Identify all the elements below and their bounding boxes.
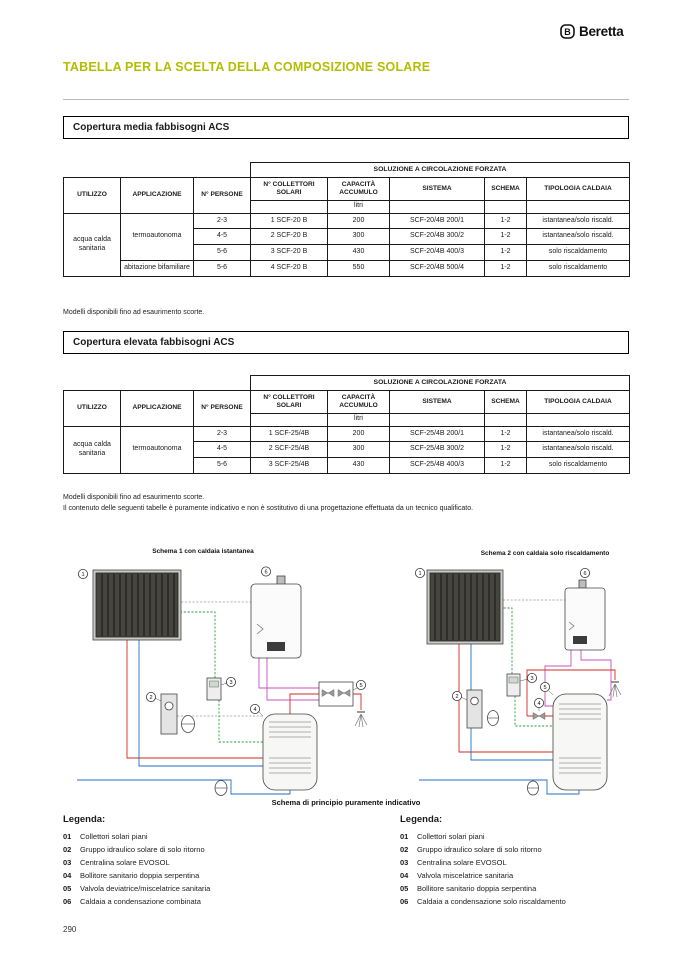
table-row [64, 163, 630, 178]
schema-1-diagram [71, 566, 371, 796]
cell-capacita: 550 [328, 260, 390, 276]
cell-persone: 2-3 [194, 213, 251, 229]
legend-item-text: Valvola miscelatrice sanitaria [417, 871, 514, 880]
storage-tank [553, 694, 607, 790]
cell-utilizzo: acqua calda sanitaria [64, 213, 121, 276]
legend-item-number: 06 [400, 897, 409, 906]
cell-collettori: 2 SCF-20 B [251, 229, 328, 245]
cell-unit: litri [328, 413, 390, 426]
legend-item-text: Centralina solare EVOSOL [80, 858, 170, 867]
band-spacer [64, 376, 251, 391]
brand-logo-text: Beretta [579, 24, 624, 39]
cell-schema: 1-2 [485, 260, 527, 276]
solar-controller [207, 678, 221, 700]
marker-2 [452, 691, 461, 700]
cell-tipologia: solo riscaldamento [527, 260, 630, 276]
svg-text:2: 2 [149, 695, 153, 701]
legend-item [400, 895, 635, 908]
cell-tipologia: solo riscaldamento [527, 458, 630, 474]
legend-item-text: Gruppo idraulico solare di solo ritorno [80, 845, 205, 854]
beretta-shield-icon [560, 24, 575, 39]
legend-item-number: 04 [63, 871, 72, 880]
table-copertura-elevata-wrap [63, 375, 630, 474]
svg-text:4: 4 [253, 707, 257, 713]
marker-4 [534, 698, 543, 707]
legend-item-number: 03 [63, 858, 72, 867]
legend-item-number: 06 [63, 897, 72, 906]
cell-schema: 1-2 [485, 213, 527, 229]
col-header-collettori: N° COLLETTORI SOLARI [251, 391, 328, 413]
cell-persone: 5-6 [194, 458, 251, 474]
table-row [64, 213, 630, 229]
marker-1 [415, 568, 424, 577]
cell-tipologia: istantanea/solo riscald. [527, 229, 630, 245]
legend-schema-1 [63, 814, 363, 908]
col-header-tipologia: TIPOLOGIA CALDAIA [527, 391, 630, 413]
cell-collettori: 3 SCF-20 B [251, 245, 328, 261]
svg-text:1: 1 [418, 571, 422, 577]
expansion-vessel [215, 780, 227, 796]
page-number: 290 [63, 925, 77, 934]
cell-empty [527, 200, 630, 213]
legend-title: Legenda: [63, 814, 106, 825]
pump-group [467, 690, 499, 728]
storage-tank [263, 714, 317, 790]
svg-text:B: B [564, 27, 571, 37]
legend-item [400, 869, 635, 882]
group-header-forzata: SOLUZIONE A CIRCOLAZIONE FORZATA [251, 376, 630, 391]
marker-6 [580, 568, 589, 577]
mixing-valve [533, 713, 545, 720]
legend-item-text: Caldaia a condensazione combinata [80, 897, 201, 906]
solar-controller [507, 674, 520, 696]
cell-sistema: SCF-20/4B 500/4 [390, 260, 485, 276]
cell-capacita: 430 [328, 245, 390, 261]
cell-tipologia: solo riscaldamento [527, 245, 630, 261]
col-header-schema: SCHEMA [485, 391, 527, 413]
table-row [64, 260, 630, 276]
legend-item-text: Caldaia a condensazione solo riscaldamento [417, 897, 566, 906]
col-header-capacita: CAPACITÀ ACCUMULO [328, 178, 390, 200]
cell-empty [251, 200, 328, 213]
legend-item [63, 856, 363, 869]
cell-sistema: SCF-20/4B 200/1 [390, 213, 485, 229]
legend-item [63, 895, 363, 908]
marker-3 [226, 677, 235, 686]
solar-collector [93, 570, 181, 640]
cell-collettori: 1 SCF-25/4B [251, 426, 328, 442]
legend-item [63, 843, 363, 856]
shower-icon [355, 712, 367, 727]
cell-tipologia: istantanea/solo riscald. [527, 213, 630, 229]
legend-item-text: Collettori solari piani [417, 832, 485, 841]
cell-schema: 1-2 [485, 442, 527, 458]
cell-schema: 1-2 [485, 458, 527, 474]
cell-persone: 4-5 [194, 442, 251, 458]
schema-2-title: Schema 2 con caldaia solo riscaldamento [480, 550, 610, 557]
col-header-capacita: CAPACITÀ ACCUMULO [328, 391, 390, 413]
marker-3 [527, 673, 536, 682]
brand-logo [560, 24, 623, 39]
legend-item-text: Valvola deviatrice/miscelatrice sanitaria [80, 884, 211, 893]
table-copertura-elevata [63, 375, 630, 474]
svg-text:3: 3 [229, 680, 233, 686]
marker-1 [78, 569, 87, 578]
cell-sistema: SCF-25/4B 200/1 [390, 426, 485, 442]
cell-capacita: 200 [328, 426, 390, 442]
col-header-utilizzo: UTILIZZO [64, 391, 121, 426]
cell-schema: 1-2 [485, 229, 527, 245]
section-header-copertura-elevata: Copertura elevata fabbisogni ACS [63, 331, 629, 354]
cell-applicazione: termoautonoma [121, 213, 194, 260]
cell-empty [251, 413, 328, 426]
pump-group [161, 694, 195, 734]
cell-empty [485, 200, 527, 213]
svg-text:4: 4 [537, 701, 541, 707]
legend-item [400, 830, 635, 843]
diagrams-area [63, 548, 629, 810]
legend-item [400, 856, 635, 869]
cell-sistema: SCF-25/4B 400/3 [390, 458, 485, 474]
svg-text:5: 5 [543, 685, 547, 691]
cell-applicazione: termoautonoma [121, 426, 194, 473]
legend-item-number: 03 [400, 858, 409, 867]
marker-5 [540, 682, 549, 691]
col-header-persone: N° PERSONE [194, 391, 251, 426]
cell-applicazione: abitazione bifamiliare [121, 260, 194, 276]
cell-persone: 5-6 [194, 245, 251, 261]
col-header-sistema: SISTEMA [390, 178, 485, 200]
svg-text:3: 3 [530, 676, 534, 682]
svg-text:2: 2 [455, 694, 459, 700]
col-header-schema: SCHEMA [485, 178, 527, 200]
note-availability-2: Modelli disponibili fino ad esaurimento scorte. [63, 494, 205, 501]
cell-unit: litri [328, 200, 390, 213]
svg-text:6: 6 [583, 571, 587, 577]
cell-tipologia: istantanea/solo riscald. [527, 442, 630, 458]
legend-item-text: Gruppo idraulico solare di solo ritorno [417, 845, 542, 854]
col-header-sistema: SISTEMA [390, 391, 485, 413]
legend-schema-2 [400, 814, 635, 908]
cell-utilizzo: acqua calda sanitaria [64, 426, 121, 473]
svg-text:5: 5 [359, 683, 363, 689]
solar-collector [427, 570, 503, 644]
col-header-persone: N° PERSONE [194, 178, 251, 213]
cell-capacita: 430 [328, 458, 390, 474]
cell-capacita: 200 [328, 213, 390, 229]
section-header-copertura-media: Copertura media fabbisogni ACS [63, 116, 629, 139]
marker-5 [356, 680, 365, 689]
cell-empty [527, 413, 630, 426]
table-copertura-media [63, 162, 630, 277]
boiler [251, 576, 301, 658]
legend-item [63, 869, 363, 882]
diagram-caption: Schema di principio puramente indicativo [271, 798, 421, 807]
cell-persone: 2-3 [194, 426, 251, 442]
legend-title: Legenda: [400, 814, 443, 825]
svg-text:1: 1 [81, 572, 85, 578]
cell-empty [485, 413, 527, 426]
cell-sistema: SCF-20/4B 300/2 [390, 229, 485, 245]
cell-persone: 5-6 [194, 260, 251, 276]
legend-item [63, 882, 363, 895]
group-header-forzata: SOLUZIONE A CIRCOLAZIONE FORZATA [251, 163, 630, 178]
cell-collettori: 4 SCF-20 B [251, 260, 328, 276]
table-copertura-media-wrap [63, 162, 630, 277]
legend-item-number: 05 [63, 884, 72, 893]
cell-schema: 1-2 [485, 245, 527, 261]
legend-item-number: 05 [400, 884, 409, 893]
table-header-row [64, 391, 630, 413]
legend-item [400, 882, 635, 895]
legend-item-text: Centralina solare EVOSOL [417, 858, 507, 867]
legend-item [63, 830, 363, 843]
cell-tipologia: istantanea/solo riscald. [527, 426, 630, 442]
legend-item-text: Collettori solari piani [80, 832, 148, 841]
boiler [565, 580, 605, 650]
valve-group [319, 682, 353, 706]
cell-capacita: 300 [328, 442, 390, 458]
table-row [64, 376, 630, 391]
table-row [64, 426, 630, 442]
schema-1-title: Schema 1 con caldaia istantanea [152, 548, 254, 555]
expansion-vessel [528, 780, 539, 795]
col-header-tipologia: TIPOLOGIA CALDAIA [527, 178, 630, 200]
legend-item-number: 01 [400, 832, 409, 841]
cell-empty [390, 413, 485, 426]
col-header-applicazione: APPLICAZIONE [121, 178, 194, 213]
cell-sistema: SCF-20/4B 400/3 [390, 245, 485, 261]
cell-sistema: SCF-25/4B 300/2 [390, 442, 485, 458]
cell-persone: 4-5 [194, 229, 251, 245]
note-availability-1: Modelli disponibili fino ad esaurimento scorte. [63, 309, 205, 316]
marker-2 [146, 692, 155, 701]
cell-collettori: 1 SCF-20 B [251, 213, 328, 229]
title-divider [63, 99, 629, 100]
legend-item-number: 02 [63, 845, 72, 854]
legend-item-text: Bollitore sanitario doppia serpentina [80, 871, 200, 880]
legend-item-number: 02 [400, 845, 409, 854]
legend-item-text: Bollitore sanitario doppia serpentina [417, 884, 537, 893]
cell-collettori: 3 SCF-25/4B [251, 458, 328, 474]
col-header-applicazione: APPLICAZIONE [121, 391, 194, 426]
cell-schema: 1-2 [485, 426, 527, 442]
marker-4 [250, 704, 259, 713]
band-spacer [64, 163, 251, 178]
legend-item-number: 01 [63, 832, 72, 841]
page-title: TABELLA PER LA SCELTA DELLA COMPOSIZIONE SOLARE [63, 60, 431, 74]
cell-capacita: 300 [328, 229, 390, 245]
schema-2-diagram [415, 566, 631, 796]
cell-empty [390, 200, 485, 213]
cell-collettori: 2 SCF-25/4B [251, 442, 328, 458]
col-header-collettori: N° COLLETTORI SOLARI [251, 178, 328, 200]
svg-text:6: 6 [264, 569, 268, 576]
note-disclaimer: Il contenuto delle seguenti tabelle è puramente indicativo e non è sostitutivo di una progettazione effettuata da un tecnico qualificato. [63, 505, 474, 512]
table-header-row [64, 178, 630, 200]
legend-item-number: 04 [400, 871, 409, 880]
col-header-utilizzo: UTILIZZO [64, 178, 121, 213]
legend-item [400, 843, 635, 856]
marker-6 [261, 567, 270, 576]
